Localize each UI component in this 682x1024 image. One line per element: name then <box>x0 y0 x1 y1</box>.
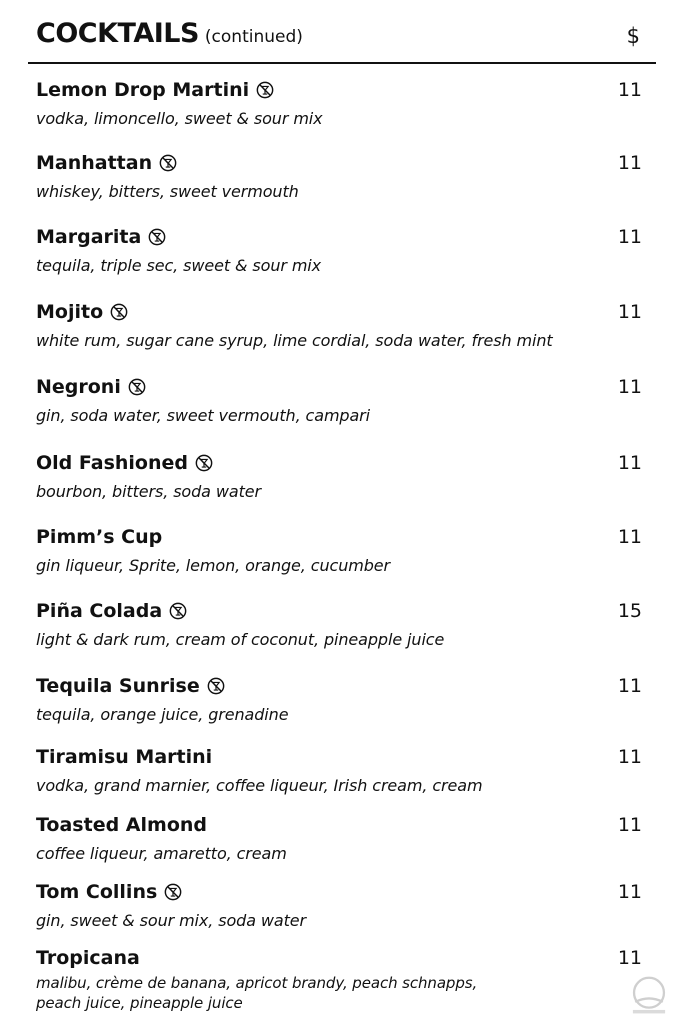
item-name-row <box>36 300 642 324</box>
item-price: 11 <box>617 376 642 398</box>
item-name: Piña Colada <box>36 600 163 622</box>
item-name-row <box>36 225 642 249</box>
menu-item <box>36 225 642 277</box>
item-description: light & dark rum, cream of coconut, pineapple juice <box>36 630 445 649</box>
item-name: Tequila Sunrise <box>36 675 200 697</box>
menu-item <box>36 151 642 203</box>
menu-item <box>36 451 642 503</box>
item-name-row <box>36 674 642 698</box>
no-glass-icon <box>195 454 213 472</box>
menu-item <box>36 880 642 932</box>
item-price: 11 <box>617 226 642 248</box>
menu-item <box>36 375 642 427</box>
item-description: gin liqueur, Sprite, lemon, orange, cucumber <box>36 556 391 575</box>
item-description: vodka, limoncello, sweet & sour mix <box>36 109 323 128</box>
menu-item <box>36 599 642 651</box>
item-name: Tom Collins <box>36 881 158 903</box>
no-glass-icon <box>128 378 146 396</box>
item-price: 15 <box>617 600 642 622</box>
currency-label: $ <box>626 24 640 48</box>
item-name: Old Fashioned <box>36 452 188 474</box>
item-name: Pimm’s Cup <box>36 526 163 548</box>
section-title-text: COCKTAILS <box>36 18 199 49</box>
item-price: 11 <box>617 814 642 836</box>
item-name-row <box>36 525 642 549</box>
item-description: vodka, grand marnier, coffee liqueur, Irish cream, cream <box>36 776 483 795</box>
menu-item <box>36 525 642 577</box>
cruise-logo-icon <box>626 972 672 1018</box>
item-description: white rum, sugar cane syrup, lime cordial, soda water, fresh mint <box>36 331 553 350</box>
item-description: bourbon, bitters, soda water <box>36 482 261 501</box>
item-name: Lemon Drop Martini <box>36 79 250 101</box>
item-name: Mojito <box>36 301 104 323</box>
item-name-row <box>36 745 642 769</box>
item-name-row <box>36 946 642 970</box>
item-description: whiskey, bitters, sweet vermouth <box>36 182 299 201</box>
item-description-line: malibu, crème de banana, apricot brandy, peach schnapps, <box>36 974 478 992</box>
menu-item <box>36 946 642 1013</box>
item-description: tequila, triple sec, sweet & sour mix <box>36 256 322 275</box>
item-name-row <box>36 151 642 175</box>
item-name: Tropicana <box>36 947 140 969</box>
item-description-line: peach juice, pineapple juice <box>36 994 243 1012</box>
no-glass-icon <box>148 228 166 246</box>
menu-item <box>36 78 642 130</box>
item-description: gin, sweet & sour mix, soda water <box>36 911 307 930</box>
item-name: Toasted Almond <box>36 814 207 836</box>
menu-header <box>36 18 640 58</box>
header-divider <box>28 62 656 64</box>
item-name-row <box>36 78 642 102</box>
item-name-row <box>36 375 642 399</box>
item-name: Negroni <box>36 376 121 398</box>
item-description <box>36 973 642 1013</box>
no-glass-icon <box>207 677 225 695</box>
item-price: 11 <box>617 301 642 323</box>
section-title <box>36 18 303 49</box>
no-glass-icon <box>164 883 182 901</box>
item-description: coffee liqueur, amaretto, cream <box>36 844 287 863</box>
section-subtitle: (continued) <box>204 27 303 47</box>
item-price: 11 <box>617 675 642 697</box>
item-name-row <box>36 599 642 623</box>
item-name-row <box>36 880 642 904</box>
menu-item <box>36 300 642 352</box>
menu-item <box>36 674 642 726</box>
no-glass-icon <box>110 303 128 321</box>
menu-item <box>36 813 642 865</box>
item-price: 11 <box>617 152 642 174</box>
no-glass-icon <box>256 81 274 99</box>
no-glass-icon <box>159 154 177 172</box>
item-name: Margarita <box>36 226 142 248</box>
item-price: 11 <box>617 526 642 548</box>
item-name: Manhattan <box>36 152 153 174</box>
item-price: 11 <box>617 746 642 768</box>
item-price: 11 <box>617 452 642 474</box>
no-glass-icon <box>169 602 187 620</box>
item-name: Tiramisu Martini <box>36 746 213 768</box>
item-price: 11 <box>617 881 642 903</box>
item-description: tequila, orange juice, grenadine <box>36 705 289 724</box>
item-name-row <box>36 451 642 475</box>
item-price: 11 <box>617 947 642 969</box>
item-name-row <box>36 813 642 837</box>
menu-item <box>36 745 642 797</box>
item-price: 11 <box>617 79 642 101</box>
item-description: gin, soda water, sweet vermouth, campari <box>36 406 371 425</box>
